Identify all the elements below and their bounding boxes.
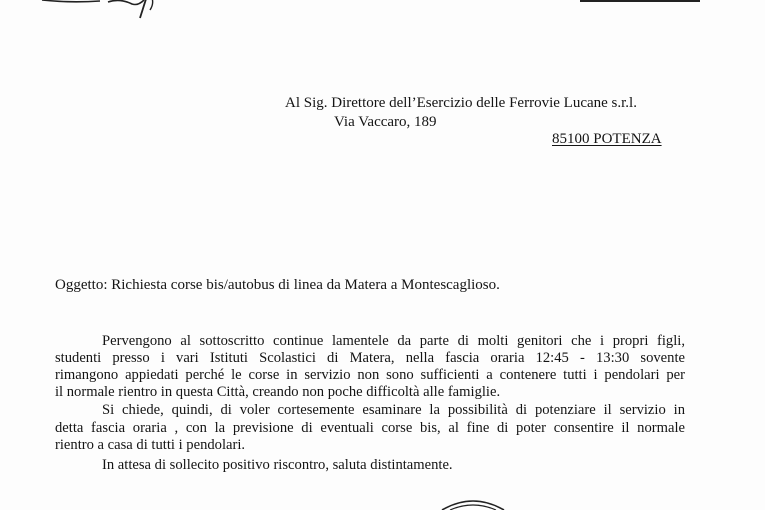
recipient-line-1: Al Sig. Direttore dell’Esercizio delle Ferrovie Lucane s.r.l. xyxy=(285,95,637,111)
top-right-rule xyxy=(580,0,700,2)
body-line: In attesa di sollecito positivo riscontro, saluta distintamente. xyxy=(102,457,453,473)
body-line: il normale rientro in questa Città, creando non poche difficoltà alle famiglie. xyxy=(55,384,501,400)
recipient-city: 85100 POTENZA xyxy=(552,131,662,147)
recipient-address: Via Vaccaro, 189 xyxy=(334,114,437,130)
body-line: rientro a casa di tutti i pendolari. xyxy=(55,437,246,453)
body-line: Si chiede, quindi, di voler cortesemente esaminare la possibilità di potenziare il servizio in xyxy=(102,402,685,418)
handwritten-mark-icon xyxy=(40,0,180,22)
body-line: detta fascia oraria , con la previsione di eventuali corse bis, al fine di poter consentire il normale xyxy=(55,420,685,436)
subject-line: Oggetto: Richiesta corse bis/autobus di linea da Matera a Montescaglioso. xyxy=(55,277,500,293)
stamp-seal-icon xyxy=(438,496,508,510)
body-line: Pervengono al sottoscritto continue lamentele da parte di molti genitori che i propri figli, xyxy=(102,333,685,349)
body-line: rimangono appiedati perché le corse in servizio non sono sufficienti a contenere tutti i pendolari per xyxy=(55,367,685,383)
body-line: studenti presso i vari Istituti Scolastici di Matera, nella fascia oraria 12:45 - 13:30 sovente xyxy=(55,350,685,366)
